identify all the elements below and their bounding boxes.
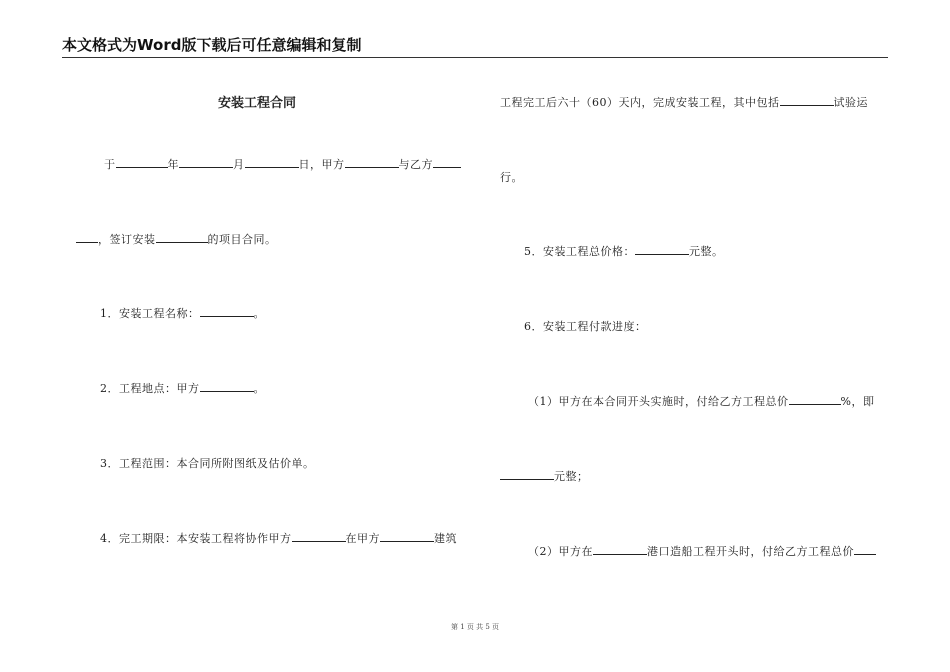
blank-shipyard[interactable] — [593, 544, 647, 555]
blank-trial-run[interactable] — [780, 95, 834, 106]
payment-1-text: （1）甲方在本合同开头实施时，付给乙方工程总价 — [528, 395, 789, 408]
item-5-total-price — [524, 243, 724, 259]
blank-project-name[interactable] — [200, 306, 254, 317]
text-day-party-a: 日，甲方 — [298, 158, 345, 171]
blank-install-item[interactable] — [156, 232, 208, 243]
blank-year[interactable] — [116, 157, 168, 168]
blank-amount[interactable] — [500, 469, 554, 480]
item-4-label: 4．完工期限：本安装工程将协作甲方 — [100, 532, 292, 545]
text-sign-install: ，签订安装 — [98, 233, 156, 246]
clause-intro-line-1 — [104, 156, 461, 172]
blank-location[interactable] — [200, 381, 254, 392]
item-3-scope: 3．工程范围：本合同所附图纸及估价单。 — [100, 457, 315, 470]
blank-party-a[interactable] — [345, 157, 399, 168]
page-footer: 第 1 页 共 5 页 — [450, 623, 500, 631]
blank-total-value[interactable] — [854, 544, 876, 555]
payment-2-text: 港口造船工程开头时，付给乙方工程总价 — [647, 545, 854, 558]
payment-1-yuan: 元整； — [554, 470, 589, 483]
item-4-end: 建筑 — [434, 532, 457, 545]
item-6-payment-schedule: 6．安装工程付款进度： — [524, 320, 647, 333]
item-2-location — [100, 380, 265, 396]
item-2-end: 。 — [253, 382, 265, 395]
clause-intro-line-2 — [76, 231, 277, 247]
item-2-label: 2．工程地点：甲方 — [100, 382, 200, 395]
document-title: 安装工程合同 — [218, 96, 297, 111]
payment-1-percent: %，即 — [840, 395, 875, 408]
payment-1-amount — [500, 468, 589, 484]
text-yu: 于 — [104, 158, 116, 171]
deadline-text: 工程完工后六十（60）天内，完成安装工程，其中包括 — [500, 96, 780, 109]
blank-party-b-end[interactable] — [76, 232, 98, 243]
payment-2-label: （2）甲方在 — [528, 545, 593, 558]
text-month: 月 — [233, 158, 245, 171]
payment-2 — [528, 543, 876, 559]
text-year: 年 — [167, 158, 179, 171]
blank-day[interactable] — [245, 157, 299, 168]
item-1-project-name — [100, 305, 265, 321]
text-with-party-b: 与乙方 — [398, 158, 433, 171]
item-1-end: 。 — [253, 307, 265, 320]
document-header-banner: 本文格式为Word版下载后可任意编辑和复制 — [62, 34, 888, 58]
deadline-continued — [500, 94, 868, 110]
deadline-end: 行。 — [500, 171, 523, 184]
item-5-end: 元整。 — [689, 245, 724, 258]
blank-total-price[interactable] — [635, 244, 689, 255]
item-5-label: 5．安装工程总价格： — [524, 245, 635, 258]
item-4-deadline — [100, 530, 457, 546]
trial-run-text: 试验运 — [833, 96, 868, 109]
blank-month[interactable] — [179, 157, 233, 168]
blank-percent[interactable] — [789, 394, 841, 405]
blank-cooperate[interactable] — [292, 531, 346, 542]
text-project-contract: 的项目合同。 — [207, 233, 277, 246]
item-1-label: 1．安装工程名称： — [100, 307, 200, 320]
payment-1 — [528, 393, 874, 409]
blank-building[interactable] — [380, 531, 434, 542]
item-4-mid: 在甲方 — [345, 532, 380, 545]
blank-party-b-start[interactable] — [433, 157, 461, 168]
